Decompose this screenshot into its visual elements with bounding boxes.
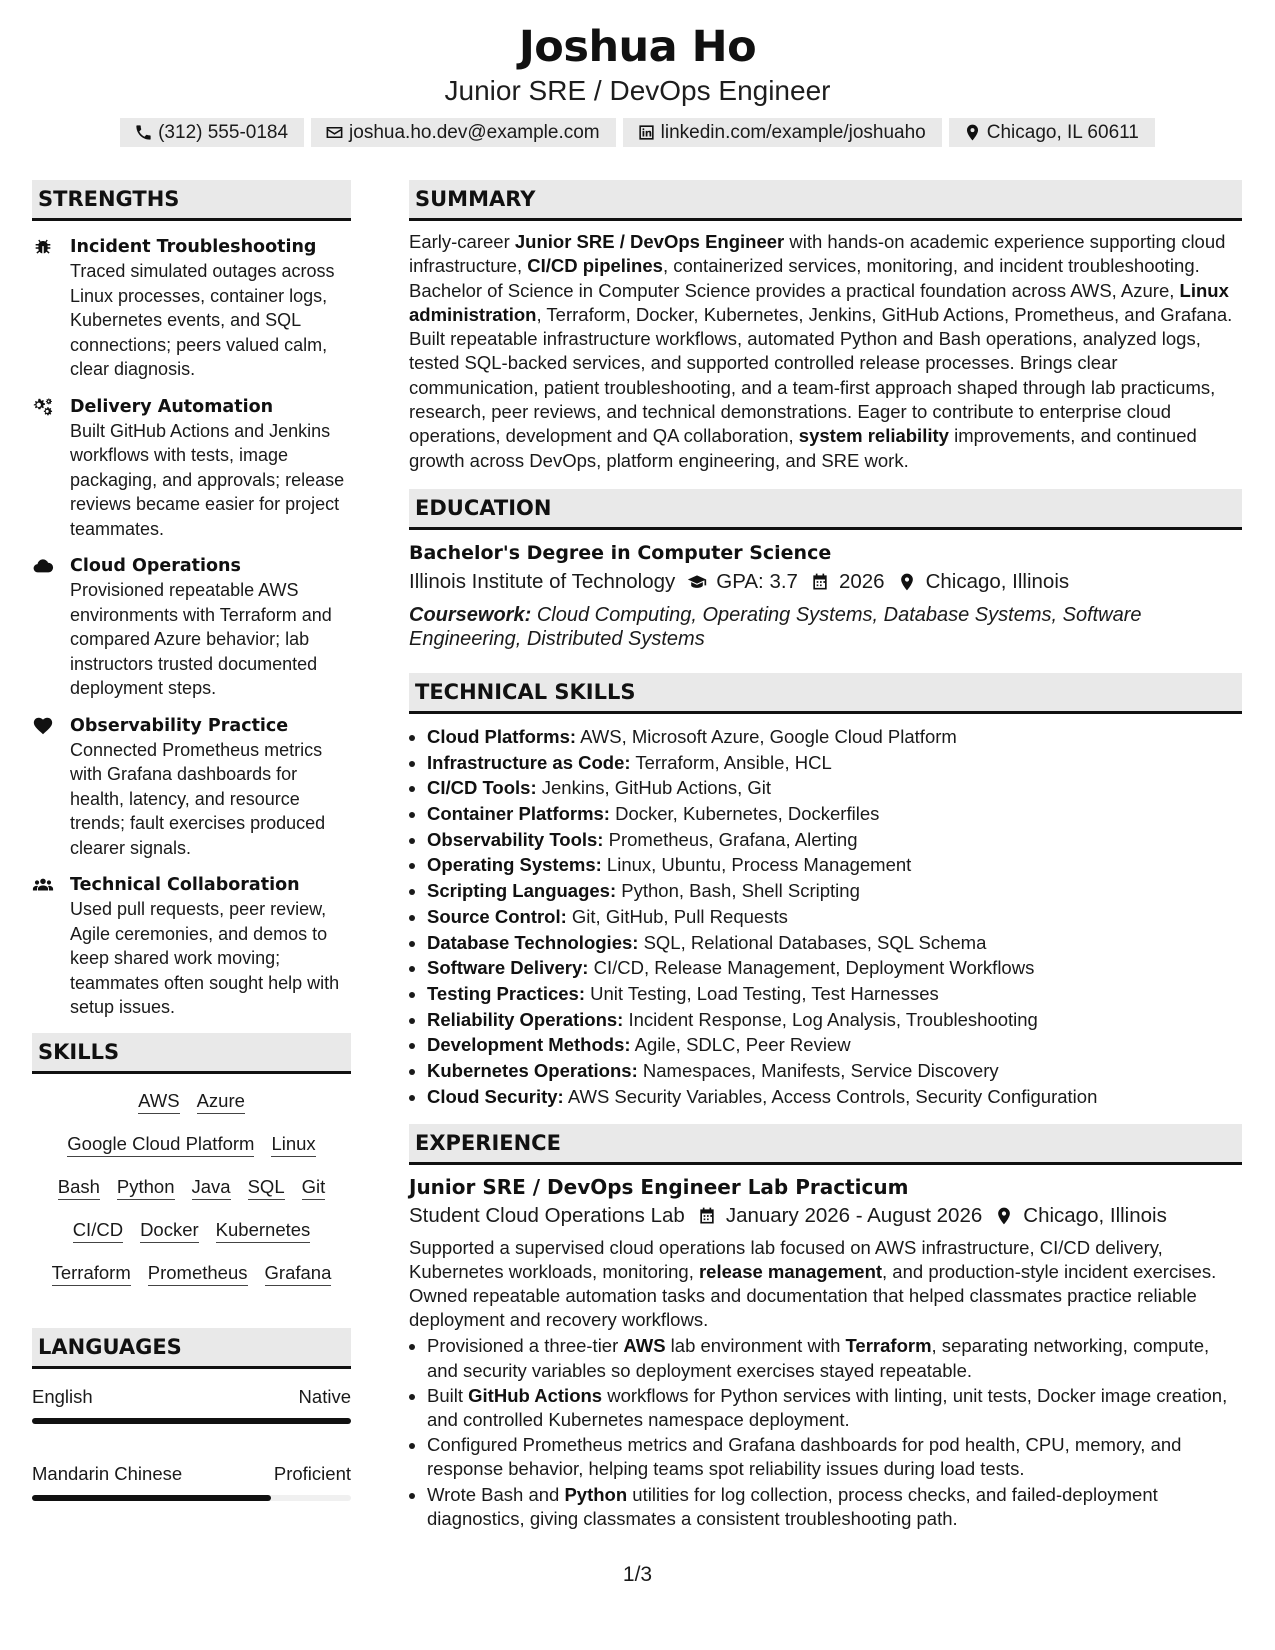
tech-skill-item: • Software Delivery: CI/CD, Release Management, Deployment Workflows [427, 955, 1242, 981]
education-meta [409, 567, 1242, 597]
heart-icon [32, 715, 54, 737]
tech-skill-item: • Source Control: Git, GitHub, Pull Requests [427, 904, 1242, 930]
text-run: Built [427, 1384, 469, 1406]
tech-skill-item: • CI/CD Tools: Jenkins, GitHub Actions, Git [427, 775, 1242, 801]
contact-location-text: Chicago, IL 60611 [986, 122, 1139, 143]
job-location: Chicago, Illinois [1023, 1203, 1167, 1227]
school-name: Illinois Institute of Technology [409, 569, 676, 593]
coursework-label: Coursework: [409, 603, 532, 626]
tech-skill-item: • Container Platforms: Docker, Kubernetes, Dockerfiles [427, 801, 1242, 827]
candidate-name: Joshua Ho [518, 22, 757, 72]
skill-tag: Azure [197, 1089, 245, 1114]
strength-title: Cloud Operations [70, 556, 241, 576]
languages-heading: LANGUAGES [32, 1328, 351, 1369]
bold-text: system reliability [798, 425, 949, 447]
skill-tag: Git [302, 1175, 326, 1200]
job-bullet [427, 1483, 1242, 1531]
map-pin-icon [994, 1206, 1014, 1226]
tech-skill-item: • Testing Practices: Unit Testing, Load Testing, Test Harnesses [427, 981, 1242, 1007]
education-heading: EDUCATION [409, 489, 1242, 530]
strengths-list [32, 235, 351, 1020]
tech-skill-item: • Scripting Languages: Python, Bash, Shell Scripting [427, 878, 1242, 904]
text-run: Supported a supervised cloud operations lab focused on AWS infrastructure, CI/CD delivery, Kubernetes workloads, monitoring, [409, 1236, 1163, 1282]
strength-title: Incident Troubleshooting [70, 237, 317, 257]
text-run: Early-career [409, 231, 515, 252]
text-run: lab environment with [665, 1335, 846, 1357]
language-level: Native [298, 1385, 351, 1407]
language-name: English [32, 1385, 93, 1407]
contact-linkedin-text: linkedin.com/example/joshuaho [660, 122, 926, 143]
experience-heading: EXPERIENCE [409, 1124, 1242, 1165]
strength-desc: Traced simulated outages across Linux processes, container logs, Kubernetes events, and SQL connections; peers valued calm, clear diagnosis. [70, 261, 335, 379]
skill-row [32, 1218, 351, 1243]
linkedin-icon [637, 123, 656, 142]
strength-item [32, 873, 351, 1020]
bold-text: CI/CD pipelines [527, 255, 663, 277]
text-run: Provisioned a three-tier [427, 1335, 624, 1357]
skill-row [32, 1132, 351, 1157]
summary-heading: SUMMARY [409, 180, 1242, 221]
bold-text: release management [698, 1260, 883, 1282]
graduation-cap-icon [687, 572, 707, 592]
job-title: Junior SRE / DevOps Engineer Lab Practicum [409, 1174, 909, 1199]
strength-desc: Connected Prometheus metrics with Grafana dashboards for health, latency, and resource trends; fault exercises produced clearer signals. [70, 739, 326, 858]
text-run: Wrote Bash and [427, 1483, 565, 1505]
contact-email-text: joshua.ho.dev@example.com [349, 122, 600, 143]
map-pin-icon [963, 123, 982, 142]
job-bullet [427, 1433, 1242, 1481]
gears-icon [32, 396, 54, 418]
text-run: improvements, and continued growth across DevOps, platform engineering, and SRE work. [409, 425, 1197, 471]
skills-tags [32, 1089, 351, 1286]
text-run: , containerized services, monitoring, and incident troubleshooting. Bachelor of Science in Computer Science provides a practical foundation across AWS, Azure, [409, 255, 1200, 301]
cloud-icon [32, 555, 54, 577]
contact-location [949, 118, 1155, 147]
job-description [409, 1236, 1242, 1333]
tech-skill-item: • Database Technologies: SQL, Relational Databases, SQL Schema [427, 930, 1242, 956]
skill-tag: Kubernetes [216, 1218, 311, 1243]
left-column [32, 180, 351, 1539]
education-entry [409, 539, 1242, 651]
contact-phone-text: (312) 555-0184 [158, 122, 289, 143]
technical-skills-heading: TECHNICAL SKILLS [409, 673, 1242, 714]
page-number: 1/3 [622, 1563, 653, 1586]
contact-phone[interactable] [120, 118, 304, 147]
skill-tag: Docker [140, 1218, 199, 1243]
bold-text: Python [564, 1483, 628, 1505]
text-run: workflows for Python services with linting, unit tests, Docker image creation, and controlled Kubernetes namespace deployment. [427, 1384, 1228, 1430]
language-proficiency-fill [32, 1418, 351, 1424]
job-meta [409, 1201, 1242, 1231]
bold-text: Terraform [845, 1335, 932, 1357]
strength-item [32, 714, 351, 861]
tech-skill-item: • Operating Systems: Linux, Ubuntu, Process Management [427, 852, 1242, 878]
text-run: , and production-style incident exercises. Owned repeatable automation tasks and documentation that helped classmates practice reliable deployment and recovery workflows. [409, 1260, 1217, 1331]
calendar-icon [810, 572, 830, 592]
graduation-year: 2026 [838, 569, 885, 593]
bold-text: Junior SRE / DevOps Engineer [514, 231, 785, 252]
language-proficiency-bar [32, 1495, 351, 1501]
degree-title: Bachelor's Degree in Computer Science [409, 541, 832, 564]
text-run: utilities for log collection, process checks, and failed-deployment diagnostics, giving classmates a consistent troubleshooting path. [427, 1483, 1158, 1529]
skill-row [32, 1261, 351, 1286]
tech-skill-item: • Infrastructure as Code: Terraform, Ansible, HCL [427, 750, 1242, 776]
tech-skill-item: • Development Methods: Agile, SDLC, Peer Review [427, 1032, 1242, 1058]
skill-row [32, 1089, 351, 1114]
strength-title: Observability Practice [70, 715, 289, 736]
contact-email[interactable] [311, 118, 616, 147]
right-column [409, 180, 1242, 1532]
bold-text: GitHub Actions [468, 1384, 603, 1406]
skill-tag: AWS [138, 1089, 179, 1114]
coursework [409, 603, 1242, 651]
strength-desc: Used pull requests, peer review, Agile ceremonies, and demos to keep shared work moving; teammates often sought help with setup issues. [70, 899, 340, 1017]
skill-tag: Python [117, 1175, 175, 1200]
text-run: , separating networking, compute, and security variables so deployment exercises stayed repeatable. [427, 1335, 1210, 1381]
bug-icon [32, 236, 54, 258]
tech-skill-item: • Cloud Platforms: AWS, Microsoft Azure, Google Cloud Platform [427, 724, 1242, 750]
envelope-icon [325, 123, 344, 142]
job-bullet [427, 1384, 1242, 1432]
bold-text: AWS [623, 1335, 666, 1357]
skill-tag: Prometheus [148, 1261, 248, 1286]
contact-linkedin[interactable] [623, 118, 942, 147]
strength-desc: Built GitHub Actions and Jenkins workflows with tests, image packaging, and approvals; release reviews became easier for project teammates. [70, 420, 345, 539]
job-bullets [409, 1334, 1242, 1531]
candidate-title: Junior SRE / DevOps Engineer [444, 75, 831, 106]
skill-tag: Terraform [52, 1261, 131, 1286]
text-run: , Terraform, Docker, Kubernetes, Jenkins, GitHub Actions, Prometheus, and Grafana. Built repeatable infrastructure workflows, automated Python and Bash operations, analyzed logs, tested SQL-backed services, and supported controlled release processes. Brings clear communication, patient troubleshooting, and a team-first approach shaped through lab practicums, research, peer reviews, and technical demonstrations. Eager to contribute to enterprise cloud operations, development and QA collaboration, [409, 303, 1233, 447]
users-icon [32, 874, 54, 896]
text-run: Configured Prometheus metrics and Grafana dashboards for pod health, CPU, memory, and response behavior, helping teams spot reliability issues during load tests. [427, 1434, 1182, 1480]
skill-tag: CI/CD [73, 1218, 123, 1243]
language-level: Proficient [273, 1462, 351, 1484]
job-org: Student Cloud Operations Lab [409, 1203, 685, 1227]
bold-text: Linux administration [409, 279, 1229, 325]
skill-tag: SQL [248, 1175, 285, 1200]
coursework-list: Cloud Computing, Operating Systems, Database Systems, Software Engineering, Distributed Systems [409, 603, 1142, 650]
languages-list [32, 1385, 351, 1501]
tech-skill-item: • Observability Tools: Prometheus, Grafana, Alerting [427, 827, 1242, 853]
resume-header [0, 20, 1275, 147]
contact-bar [0, 118, 1275, 147]
strengths-heading: STRENGTHS [32, 180, 351, 221]
language-item [32, 1385, 351, 1424]
strength-title: Delivery Automation [70, 396, 274, 417]
language-item [32, 1462, 351, 1501]
phone-icon [134, 123, 153, 142]
school-location: Chicago, Illinois [925, 569, 1070, 593]
strength-item [32, 395, 351, 542]
calendar-icon [697, 1206, 717, 1226]
summary-text [409, 230, 1242, 473]
gpa: GPA: 3.7 [716, 569, 798, 593]
tech-skill-item: • Kubernetes Operations: Namespaces, Manifests, Service Discovery [427, 1058, 1242, 1084]
skill-tag: Grafana [265, 1261, 332, 1286]
map-pin-icon [897, 572, 917, 592]
language-proficiency-fill [32, 1495, 271, 1501]
skills-heading: SKILLS [32, 1033, 351, 1074]
skill-tag: Linux [271, 1132, 315, 1157]
experience-entry [409, 1173, 1242, 1531]
strength-title: Technical Collaboration [70, 875, 300, 895]
skill-tag: Bash [58, 1175, 100, 1200]
tech-skill-item: • Cloud Security: AWS Security Variables, Access Controls, Security Configuration [427, 1084, 1242, 1110]
strength-desc: Provisioned repeatable AWS environments with Terraform and compared Azure behavior; lab instructors trusted documented deployment steps. [70, 580, 332, 698]
strength-item [32, 554, 351, 701]
strength-item [32, 235, 351, 382]
language-proficiency-bar [32, 1418, 351, 1424]
tech-skill-item: • Reliability Operations: Incident Response, Log Analysis, Troubleshooting [427, 1007, 1242, 1033]
text-run: with hands-on academic experience supporting cloud infrastructure, [409, 231, 1226, 277]
skill-row [32, 1175, 351, 1200]
technical-skills-list [409, 724, 1242, 1110]
job-bullet [427, 1334, 1242, 1382]
job-dates: January 2026 - August 2026 [725, 1203, 983, 1227]
skill-tag: Google Cloud Platform [67, 1132, 254, 1157]
language-name: Mandarin Chinese [32, 1462, 183, 1484]
skill-tag: Java [192, 1175, 231, 1200]
